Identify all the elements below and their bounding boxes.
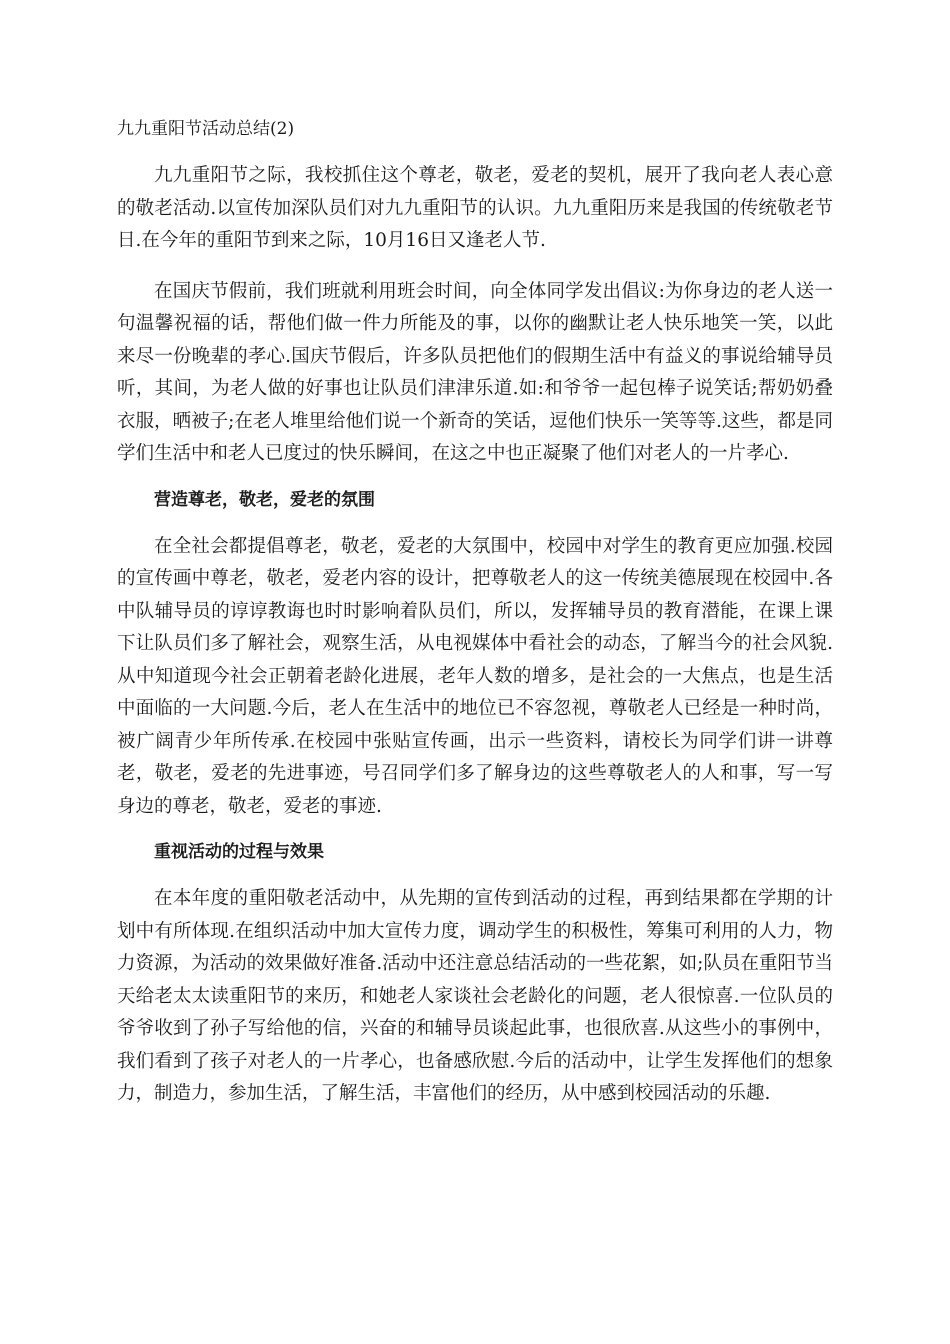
section-title-atmosphere: 营造尊老，敬老，爱老的氛围 (154, 489, 375, 510)
document-title: 九九重阳节活动总结(2) (117, 119, 295, 139)
document-page (117, 112, 833, 1111)
paragraph-atmosphere: 在全社会都提倡尊老，敬老，爱老的大氛围中，校园中对学生的教育更应加强.校园的宣传画中尊老，敬老，爱老内容的设计，把尊敬老人的这一传统美德展现在校园中.各中队辅导员的谆谆教诲也时时影响着队员们，所以，发挥辅导员的教育潜能，在课上课下让队员们多了解社会，观察生活，从电视媒体中看社会的动态，了解当今的社会风貌.从中知道现今社会正朝着老龄化进展，老年人数的增多，是社会的一大焦点，也是生活中面临的一大问题.今后，老人在生活中的地位已不容忽视，尊敬老人已经是一种时尚，被广阔青少年所传承.在校园中张贴宣传画，出示一些资料，请校长为同学们讲一讲尊老，敬老，爱老的先进事迹，号召同学们多了解身边的这些尊敬老人的人和事，写一写身边的尊老，敬老，爱老的事迹. (117, 535, 833, 817)
section-title-process: 重视活动的过程与效果 (154, 842, 324, 862)
paragraph-intro: 九九重阳节之际，我校抓住这个尊老，敬老，爱老的契机，展开了我向老人表心意的敬老活动.以宣传加深队员们对九九重阳节的认识。九九重阳历来是我国的传统敬老节日.在今年的重阳节到来之际，10月16日又逢老人节. (117, 165, 833, 251)
paragraph-process: 在本年度的重阳敬老活动中，从先期的宣传到活动的过程，再到结果都在学期的计划中有所体现.在组织活动中加大宣传力度，调动学生的积极性，筹集可利用的人力，物力资源，为活动的效果做好准备.活动中还注意总结活动的一些花絮，如;队员在重阳节当天给老太太读重阳节的来历，和她老人家谈社会老龄化的问题，老人很惊喜.一位队员的爷爷收到了孙子写给他的信，兴奋的和辅导员谈起此事，也很欣喜.从这些小的事例中，我们看到了孩子对老人的一片孝心，也备感欣慰.今后的活动中，让学生发挥他们的想象力，制造力，参加生活，了解生活，丰富他们的经历，从中感到校园活动的乐趣. (117, 888, 833, 1104)
paragraph-national-day: 在国庆节假前，我们班就利用班会时间，向全体同学发出倡议:为你身边的老人送一句温馨祝福的话，帮他们做一件力所能及的事，以你的幽默让老人快乐地笑一笑，以此来尽一份晚辈的孝心.国庆节假后，许多队员把他们的假期生活中有益义的事说给辅导员听，其间，为老人做的好事也让队员们津津乐道.如:和爷爷一起包棒子说笑话;帮奶奶叠衣服，晒被子;在老人堆里给他们说一个新奇的笑话，逗他们快乐一笑等等.这些，都是同学们生活中和老人已度过的快乐瞬间，在这之中也正凝聚了他们对老人的一片孝心. (117, 280, 833, 464)
